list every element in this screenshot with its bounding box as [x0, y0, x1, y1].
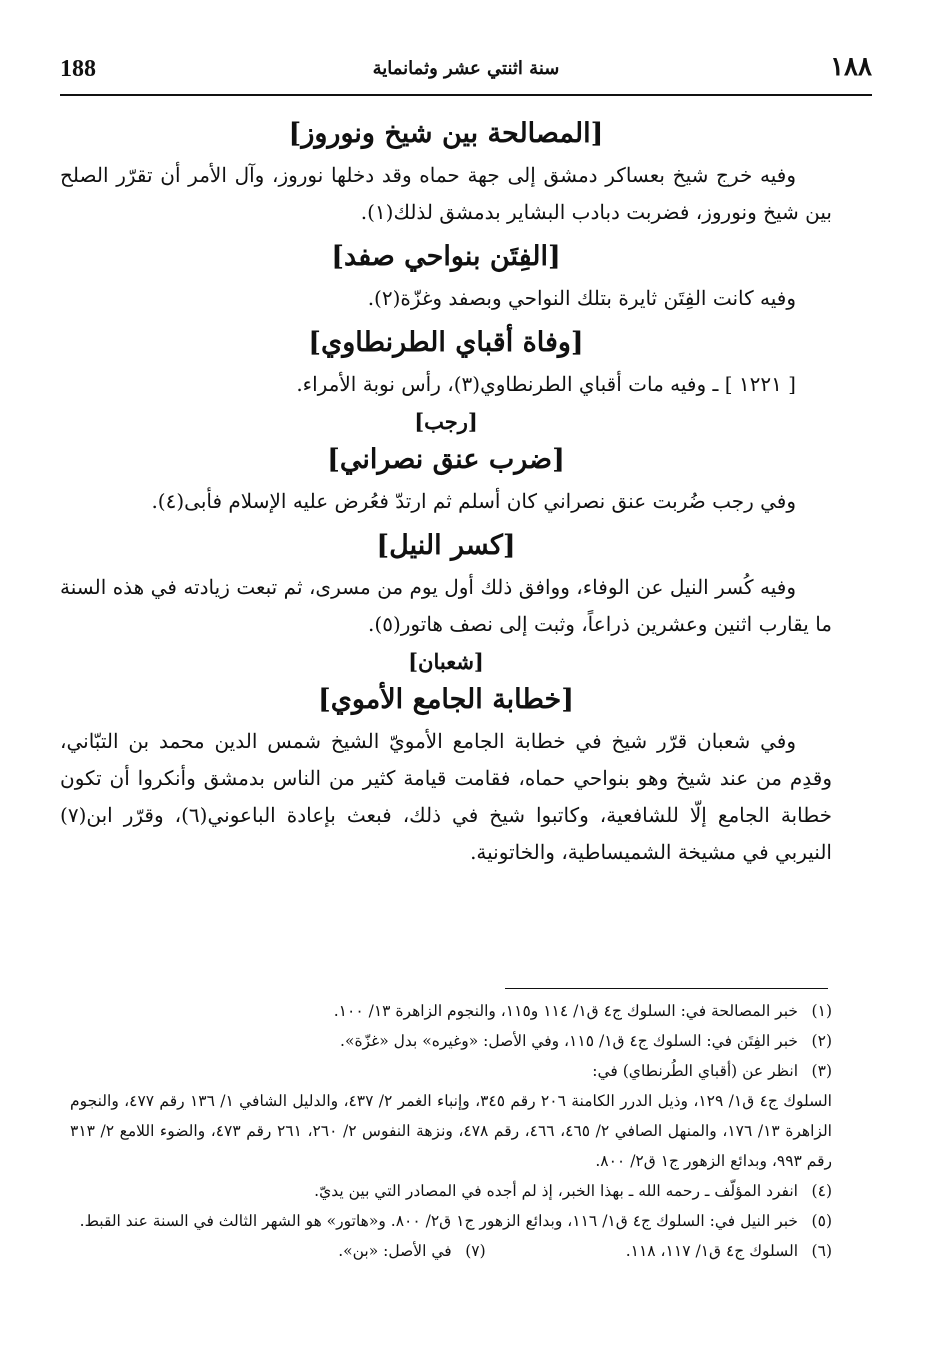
section-heading: [الفِتَن بنواحي صفد]	[331, 241, 561, 272]
section-heading: [وفاة أقباي الطرنطاوي]	[308, 327, 584, 358]
footnote	[70, 1086, 832, 1176]
footnote-text: السلوك ج٤ ق١/ ١١٧، ١١٨.	[625, 1242, 798, 1260]
footnote-number: (٤)	[811, 1182, 832, 1200]
footnote	[70, 996, 832, 1026]
footnote-row	[70, 1236, 832, 1266]
month-heading: [شعبان]	[408, 649, 484, 674]
section-heading: [كسر النيل]	[376, 530, 516, 561]
paragraph: وفيه كانت الفِتَن ثايرة بتلك النواحي وبصفد وغزّة(٢).	[367, 286, 796, 310]
footnote-text: خبر المصالحة في: السلوك ج٤ ق١/ ١١٤ و١١٥، والنجوم الزاهرة ١٣/ ١٠٠.	[333, 1002, 798, 1020]
page-number-arabic: ١٨٨	[830, 52, 872, 82]
footnote	[70, 1206, 832, 1236]
paragraph: وفيه كُسر النيل عن الوفاء، ووافق ذلك أول يوم من مسرى، ثم تبعت زيادته في هذه السنة ما يقارب اثنين وعشرين ذراعاً، وثبت إلى نصف هاتور(٥).	[60, 575, 832, 636]
section-heading: [خطابة الجامع الأموي]	[317, 684, 575, 715]
section-heading: [المصالحة بين شيخ ونوروز]	[288, 118, 604, 149]
month-heading: [رجب]	[414, 409, 478, 434]
main-text	[60, 108, 832, 871]
paragraph: وفي شعبان قرّر شيخ في خطابة الجامع الأمويّ الشيخ شمس الدين محمد بن التبّاني، وقدِم من عند شيخ وهو بنواحي حماه، فقامت قيامة كثير من الناس بدمشق وأنكروا أن تكون خطابة الجامع إلّا للشافعية، وكاتبوا شيخ في ذلك، فبعث بإعادة الباعوني(٦)، وقرّر ابن(٧) النيربي في مشيخة الشميساطية، والخاتونية.	[60, 729, 832, 864]
footnote-text: في الأصل: «بن».	[338, 1242, 452, 1260]
footnote	[70, 1026, 832, 1056]
footnote-rule	[505, 988, 828, 989]
running-title: سنة اثنتي عشر وثمانماية	[372, 58, 560, 79]
paragraph: وفي رجب ضُربت عنق نصراني كان أسلم ثم ارتدّ فعُرض عليه الإسلام فأبى(٤).	[151, 489, 796, 513]
section-heading: [ضرب عنق نصراني]	[327, 444, 565, 475]
footnote-number: (١)	[811, 1002, 832, 1020]
footnote-number: (٥)	[811, 1212, 832, 1230]
footnote-number: (٢)	[811, 1032, 832, 1050]
footnote-text-continued: السلوك ج٤ ق١/ ١٢٩، وذيل الدرر الكامنة ٢٠٦ رقم ٣٤٥، وإنباء الغمر ٢/ ٤٣٧، والدليل الشافي ١/ ١٣٦ رقم ٤٧٧، والنجوم الزاهرة ١٣/ ١٧٦، والمنهل الصافي ٢/ ٤٦٥، ٤٦٦، رقم ٤٧٨، ونزهة النفوس ٢/ ٢٦٠، ٢٦١ رقم ٤٧٣، والضوء اللامع ٢/ ٣١٣ رقم ٩٩٣، وبدائع الزهور ج١ ق٢/ ٨٠٠.	[70, 1092, 832, 1170]
footnote-text: انفرد المؤلّف ـ رحمه الله ـ بهذا الخبر، إذ لم أجده في المصادر التي بين يديّ.	[314, 1182, 798, 1200]
header-rule	[60, 94, 872, 96]
footnote-number: (٣)	[811, 1062, 832, 1080]
footnote-number: (٦)	[811, 1242, 832, 1260]
footnote	[70, 1056, 832, 1086]
footnote-text: خبر الفِتَن في: السلوك ج٤ ق١/ ١١٥، وفي الأصل: «وغيره» بدل «غزّة».	[340, 1032, 798, 1050]
page-header	[60, 52, 872, 92]
footnote	[70, 1176, 832, 1206]
footnote-number: (٧)	[465, 1242, 486, 1260]
footnotes	[70, 996, 832, 1266]
paragraph: وفيه خرج شيخ بعساكر دمشق إلى جهة حماه وقد دخلها نوروز، وآل الأمر أن تقرّر الصلح بين شيخ ونوروز، فضربت دبادب البشاير بدمشق لذلك(١).	[60, 163, 832, 224]
footnote-text: انظر عن (أقباي الطُرنطاي) في:	[592, 1062, 798, 1080]
footnote	[626, 1236, 832, 1266]
footnote-text: خبر النيل في: السلوك ج٤ ق١/ ١١٦، وبدائع الزهور ج١ ق٢/ ٨٠٠. و«هاتور» هو الشهر الثالث في السنة عند القبط.	[79, 1212, 798, 1230]
page-number-latin: 188	[60, 56, 96, 82]
paragraph: [ ١٢٢١ ] ـ وفيه مات أقباي الطرنطاوي(٣)، رأس نوبة الأمراء.	[296, 372, 796, 396]
footnote	[338, 1236, 485, 1266]
